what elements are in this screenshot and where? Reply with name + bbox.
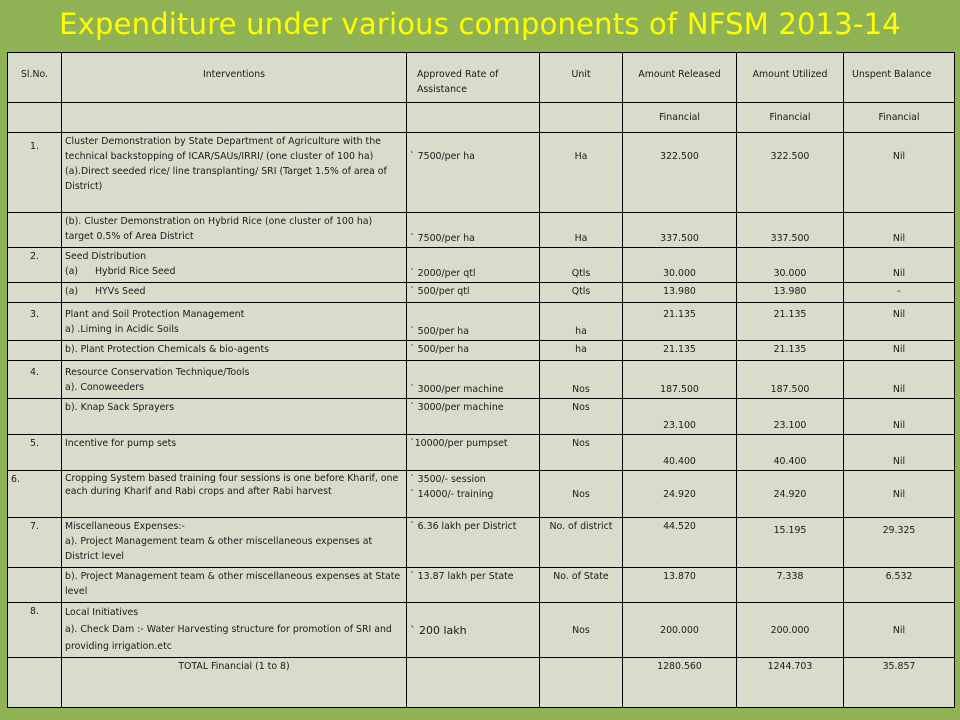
row-released: 13.980 [623,283,737,303]
row-intervention-sub: a). Check Dam :- Water Harvesting structure for promotion of SRI and providing irrigation.etc [65,624,392,652]
row-released: 322.500 [623,133,737,213]
table-row [8,213,955,248]
row-utilized: 322.500 [737,133,844,213]
total-empty [8,658,62,708]
row-intervention: b). Project Management team & other miscellaneous expenses at State level [62,568,407,603]
subheader-financial-utilized: Financial [737,103,844,133]
row-released: 21.135 [623,341,737,361]
row-utilized: 30.000 [737,248,844,283]
row-released: 23.100 [623,399,737,435]
row-utilized: 7.338 [737,568,844,603]
row-sub-marker: (a) [65,286,79,297]
row-intervention: Cropping System based training four sessions is one before Kharif, one each during Kharif and Rabi crops and after Rabi harvest [62,471,407,518]
table-row [8,399,955,435]
row-unit: No. of State [540,568,623,603]
header-rate: Approved Rate of Assistance [407,53,540,103]
row-sub-text: Hybrid Rice Seed [95,266,176,277]
row-balance: Nil [844,361,955,399]
header-unit: Unit [540,53,623,103]
row-balance: Nil [844,471,955,518]
table-row [8,471,955,518]
row-balance: Nil [844,435,955,471]
table-row [8,133,955,213]
row-intervention [62,133,407,213]
row-utilized: 40.400 [737,435,844,471]
header-unspent: Unspent Balance [844,53,955,103]
page-title: Expenditure under various components of NFSM 2013-14 [59,7,901,41]
row-intervention-sub [65,264,403,279]
row-slno: 8. [8,603,62,658]
table-row [8,248,955,283]
row-balance: - [844,283,955,303]
row-rate: ` 3000/per machine [407,399,540,435]
row-utilized: 13.980 [737,283,844,303]
total-utilized: 1244.703 [737,658,844,708]
row-rate-line: ` 3500/- session [410,474,486,485]
total-label: TOTAL Financial (1 to 8) [62,658,407,708]
row-unit: No. of district [540,518,623,568]
row-slno: 2. [8,248,62,283]
row-balance: Nil [844,341,955,361]
row-intervention [62,283,407,303]
row-intervention: b). Plant Protection Chemicals & bio-agents [62,341,407,361]
total-balance: 35.857 [844,658,955,708]
row-intervention-line: Cluster Demonstration by State Department of Agriculture with the technical backstopping of ICAR/SAUs/IRRI/ (one cluster of 100 ha) [65,136,381,162]
row-unit: Nos [540,435,623,471]
table-row [8,303,955,341]
row-slno [8,399,62,435]
row-unit: Qtls [540,283,623,303]
row-released: 40.400 [623,435,737,471]
row-sub-marker: (a) [65,266,79,277]
subheader-empty [8,103,62,133]
row-rate: ` 7500/per ha [407,133,540,213]
row-slno: 1. [8,133,62,213]
row-intervention [62,303,407,341]
header-row [8,53,955,103]
row-unit: Ha [540,133,623,213]
row-slno [8,341,62,361]
row-unit: ha [540,303,623,341]
row-utilized: 337.500 [737,213,844,248]
row-rate-line: ` 14000/- training [410,489,494,500]
table-row [8,361,955,399]
row-intervention-head: Miscellaneous Expenses:- [65,521,185,532]
row-released: 21.135 [623,303,737,341]
row-sub-text: HYVs Seed [95,286,146,297]
row-intervention-line: (a).Direct seeded rice/ line transplanting/ SRI (Target 1.5% of area of District) [65,166,387,192]
header-utilized: Amount Utilized [737,53,844,103]
row-intervention-sub: a) .Liming in Acidic Soils [65,324,179,335]
row-released: 24.920 [623,471,737,518]
header-released: Amount Released [623,53,737,103]
subheader-financial-released: Financial [623,103,737,133]
row-intervention-head: Seed Distribution [65,251,147,262]
subheader-empty [62,103,407,133]
row-slno: 5. [8,435,62,471]
row-balance: Nil [844,248,955,283]
row-intervention [62,603,407,658]
row-slno: 6. [8,471,62,518]
subheader-empty [407,103,540,133]
row-rate: `10000/per pumpset [407,435,540,471]
row-intervention-head: Local Initiatives [65,607,139,618]
row-unit: ha [540,341,623,361]
row-rate [407,471,540,518]
table-row [8,283,955,303]
row-balance: Nil [844,213,955,248]
row-released: 44.520 [623,518,737,568]
header-interventions: Interventions [62,53,407,103]
subheader-empty [540,103,623,133]
row-utilized: 21.135 [737,341,844,361]
row-rate: ` 500/per qtl [407,283,540,303]
row-slno [8,213,62,248]
row-slno [8,283,62,303]
row-balance: Nil [844,603,955,658]
subheader-financial-unspent: Financial [844,103,955,133]
row-slno: 7. [8,518,62,568]
row-utilized: 24.920 [737,471,844,518]
row-balance: Nil [844,399,955,435]
row-rate: ` 500/per ha [407,341,540,361]
row-rate: ` 3000/per machine [407,361,540,399]
row-unit: Nos [540,471,623,518]
row-rate: ` 13.87 lakh per State [407,568,540,603]
row-unit: Nos [540,603,623,658]
row-balance: Nil [844,133,955,213]
table-row [8,518,955,568]
total-row [8,658,955,708]
table-row [8,435,955,471]
total-empty [540,658,623,708]
row-intervention [62,518,407,568]
row-slno: 3. [8,303,62,341]
row-intervention-head: Resource Conservation Technique/Tools [65,367,250,378]
row-slno: 4. [8,361,62,399]
row-unit: Ha [540,213,623,248]
row-utilized: 21.135 [737,303,844,341]
row-rate: ` 500/per ha [407,303,540,341]
row-released: 337.500 [623,213,737,248]
row-released: 13.870 [623,568,737,603]
row-unit: Qtls [540,248,623,283]
row-intervention-sub: a). Conoweeders [65,382,144,393]
row-balance: 6.532 [844,568,955,603]
row-intervention-sub: a). Project Management team & other miscellaneous expenses at District level [65,536,373,562]
expenditure-table [7,52,954,708]
row-rate: ` 2000/per qtl [407,248,540,283]
row-unit: Nos [540,399,623,435]
row-intervention: (b). Cluster Demonstration on Hybrid Rice (one cluster of 100 ha) target 0.5% of Area District [62,213,407,248]
row-intervention [62,248,407,283]
row-intervention: Incentive for pump sets [62,435,407,471]
table-row [8,603,955,658]
row-utilized: 23.100 [737,399,844,435]
total-released: 1280.560 [623,658,737,708]
table-row [8,341,955,361]
total-empty [407,658,540,708]
row-utilized: 187.500 [737,361,844,399]
row-released: 187.500 [623,361,737,399]
row-intervention-head: Plant and Soil Protection Management [65,309,245,320]
row-unit: Nos [540,361,623,399]
subheader-row [8,103,955,133]
table-row [8,568,955,603]
row-utilized: 15.195 [737,518,844,568]
row-intervention: b). Knap Sack Sprayers [62,399,407,435]
row-intervention [62,361,407,399]
row-balance: Nil [844,303,955,341]
row-utilized: 200.000 [737,603,844,658]
row-balance: 29.325 [844,518,955,568]
row-slno [8,568,62,603]
header-slno: Sl.No. [8,53,62,103]
row-released: 30.000 [623,248,737,283]
row-released: 200.000 [623,603,737,658]
row-rate: ` 200 lakh [407,603,540,658]
row-rate: ` 6.36 lakh per District [407,518,540,568]
row-rate: ` 7500/per ha [407,213,540,248]
